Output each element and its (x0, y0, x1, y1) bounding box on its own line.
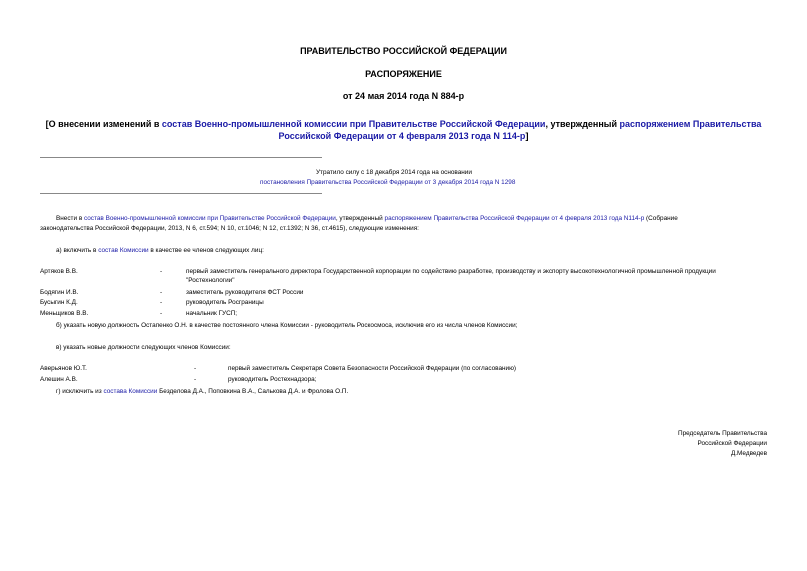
body-paragraph-1-cont: законодательства Российской Федерации, 2013, N 6, ст.594; N 10, ст.1046; N 12, ст.1392; N 36, ст.4615), следующие изменения: (40, 225, 419, 232)
item-v: в) указать новые должности следующих членов Комиссии: (56, 344, 231, 351)
body-link-commission-composition[interactable]: состава Комиссии (103, 388, 158, 395)
member-name: Аверьянов Ю.Т. (40, 365, 87, 372)
status-link-resolution[interactable]: постановления Правительства Российской Федерации от 3 декабря 2014 года N 1298 (260, 179, 516, 186)
document-title (40, 118, 767, 142)
item-b: б) указать новую должность Остапенко О.Н. в качестве постоянного члена Комиссии - руководитель Роскосмоса, исключив его из числа членов Комиссии; (56, 322, 518, 329)
separator-line (40, 193, 322, 194)
signature-name: Д.Медведев (730, 450, 767, 457)
item-g (56, 387, 348, 396)
member-position: первый заместитель Секретаря Совета Безопасности Российской Федерации (по согласованию) (228, 365, 517, 372)
item-a (56, 246, 264, 255)
member-name: Меньщиков В.В. (40, 310, 89, 317)
member-name: Бодягин И.В. (40, 289, 79, 296)
member-position: начальник ГУСП; (186, 310, 238, 317)
signature-org: Российской Федерации (697, 440, 767, 447)
member-dash: - (194, 365, 197, 372)
member-dash: - (160, 299, 163, 306)
member-dash: - (160, 310, 163, 317)
separator-line (40, 157, 322, 158)
member-position: первый заместитель генерального директора Государственной корпорации по содействию разработке, производству и экспорту высокотехнологичной промышленной продукции "Ростехнологии" (186, 268, 716, 284)
title-link-order[interactable]: распоряжением Правительства Российской Федерации от 4 февраля 2013 года N 114-р (278, 119, 762, 141)
member-name: Алешин А.В. (40, 376, 78, 383)
body-text: , утвержденный (335, 215, 385, 222)
body-text: в качестве ее членов следующих лиц: (148, 247, 264, 254)
body-text: (Собрание (644, 215, 678, 222)
member-position: руководитель Росграницы (186, 299, 264, 306)
document-date-number: от 24 мая 2014 года N 884-р (342, 91, 465, 101)
body-text: Безделова Д.А., Поповкина В.А., Салькова Д.А. и Фролова О.П. (157, 388, 349, 395)
body-link-commission[interactable]: состав Военно-промышленной комиссии при Правительстве Российской Федерации (83, 215, 336, 222)
body-text: г) исключить из (56, 388, 104, 395)
body-text: Внести в (56, 215, 84, 222)
title-link-commission[interactable]: состав Военно-промышленной комиссии при Правительстве Российской Федерации (161, 119, 546, 129)
member-position: руководитель Ростехнадзора; (228, 376, 317, 383)
body-paragraph-1 (56, 214, 678, 223)
body-link-order[interactable]: распоряжением Правительства Российской Федерации от 4 февраля 2013 года N114-р (384, 215, 645, 222)
status-text: Утратило силу с 18 декабря 2014 года на основании (316, 169, 472, 176)
member-dash: - (194, 376, 197, 383)
member-name: Бусыгин К.Д. (40, 299, 78, 306)
title-text: , утвержденный (545, 119, 620, 129)
body-link-commission-composition[interactable]: состав Комиссии (98, 247, 149, 254)
title-text: ] (525, 131, 529, 141)
document-type: РАСПОРЯЖЕНИЕ (365, 69, 442, 79)
signature-title: Председатель Правительства (678, 430, 767, 437)
member-position: заместитель руководителя ФСТ России (186, 289, 304, 296)
member-dash: - (160, 268, 163, 275)
member-name: Артяков В.В. (40, 268, 78, 275)
member-dash: - (160, 289, 163, 296)
government-heading: ПРАВИТЕЛЬСТВО РОССИЙСКОЙ ФЕДЕРАЦИИ (300, 46, 507, 56)
title-text: [О внесении изменений в (45, 119, 162, 129)
body-text: а) включить в (56, 247, 99, 254)
